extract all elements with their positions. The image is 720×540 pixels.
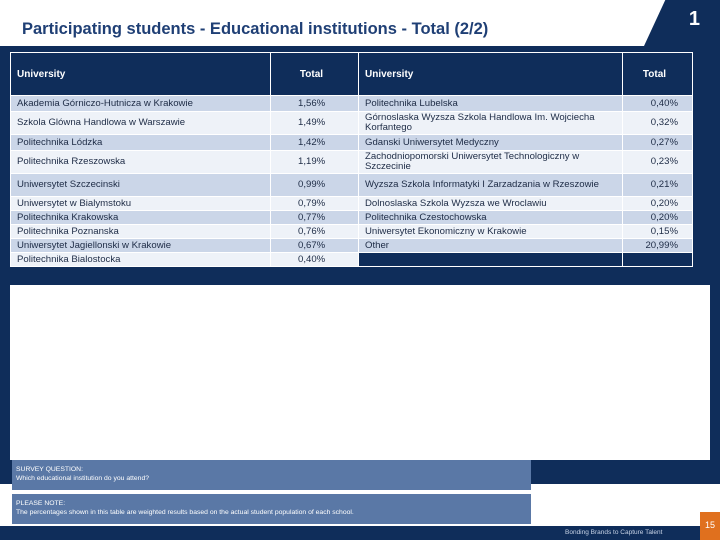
blank-area [10,285,710,460]
total-cell: 0,15% [623,225,693,239]
university-cell: Other [359,239,623,253]
university-cell: Politechnika Czestochowska [359,211,623,225]
empty-cell [623,253,693,267]
total-cell: 0,76% [271,225,359,239]
university-cell: Politechnika Rzeszowska [11,151,271,174]
total-cell: 0,32% [623,112,693,135]
column-header-total-2: Total [623,53,693,96]
university-cell: Politechnika Lubelska [359,96,623,112]
empty-cell [359,253,623,267]
total-cell: 1,42% [271,135,359,151]
table-header-row [11,53,693,96]
total-cell: 0,23% [623,151,693,174]
page-number-badge [700,512,720,540]
total-cell: 20,99% [623,239,693,253]
page-title: Participating students - Educational institutions - Total (2/2) [22,20,489,38]
table-row [11,112,693,135]
table-row [11,239,693,253]
university-cell: Dolnoslaska Szkola Wyzsza we Wroclawiu [359,197,623,211]
note-box [12,494,531,524]
note-label: PLEASE NOTE: [16,500,66,507]
university-cell: Wyzsza Szkola Informatyki I Zarzadzania w Rzeszowie [359,174,623,197]
page-number: 15 [704,520,715,530]
slide-number: 1 [688,8,700,30]
table-row [11,135,693,151]
total-cell: 1,19% [271,151,359,174]
institutions-table [10,52,693,267]
total-cell: 0,40% [271,253,359,267]
total-cell: 0,20% [623,197,693,211]
university-cell: Politechnika Lódzka [11,135,271,151]
table-row [11,151,693,174]
table-row [11,174,693,197]
column-header-university: University [11,53,271,96]
universum-logo: UNIVERSUM [563,510,675,529]
survey-question-label: SURVEY QUESTION: [16,466,83,473]
total-cell: 0,20% [623,211,693,225]
total-cell: 0,27% [623,135,693,151]
note-text: The percentages shown in this table are weighted results based on the actual student population of each school. [16,509,354,516]
table-row [11,225,693,239]
total-cell: 0,21% [623,174,693,197]
total-cell: 0,79% [271,197,359,211]
university-cell: Zachodniopomorski Uniwersytet Technologiczny w Szczecinie [359,151,623,174]
university-cell: Uniwersytet Szczecinski [11,174,271,197]
total-cell: 1,56% [271,96,359,112]
table-row [11,96,693,112]
column-header-university-2: University [359,53,623,96]
column-header-total: Total [271,53,359,96]
university-cell: Politechnika Poznanska [11,225,271,239]
total-cell: 0,99% [271,174,359,197]
university-cell: Politechnika Bialostocka [11,253,271,267]
survey-question-box [12,460,531,490]
table-row [11,211,693,225]
table-row [11,253,693,267]
slide-header [0,0,720,48]
university-cell: Akademia Górniczo-Hutnicza w Krakowie [11,96,271,112]
university-cell: Politechnika Krakowska [11,211,271,225]
university-cell: Uniwersytet Jagiellonski w Krakowie [11,239,271,253]
total-cell: 1,49% [271,112,359,135]
survey-question-text: Which educational institution do you attend? [16,475,150,482]
table-row [11,197,693,211]
university-cell: Szkola Glówna Handlowa w Warszawie [11,112,271,135]
university-cell: Uniwersytet Ekonomiczny w Krakowie [359,225,623,239]
university-cell: Gdanski Uniwersytet Medyczny [359,135,623,151]
total-cell: 0,77% [271,211,359,225]
slide-number-badge [644,0,720,46]
total-cell: 0,67% [271,239,359,253]
total-cell: 0,40% [623,96,693,112]
university-cell: Górnoslaska Wyzsza Szkola Handlowa Im. Wojciecha Korfantego [359,112,623,135]
logo-tagline: Bonding Brands to Capture Talent [565,529,663,536]
university-cell: Uniwersytet w Bialymstoku [11,197,271,211]
